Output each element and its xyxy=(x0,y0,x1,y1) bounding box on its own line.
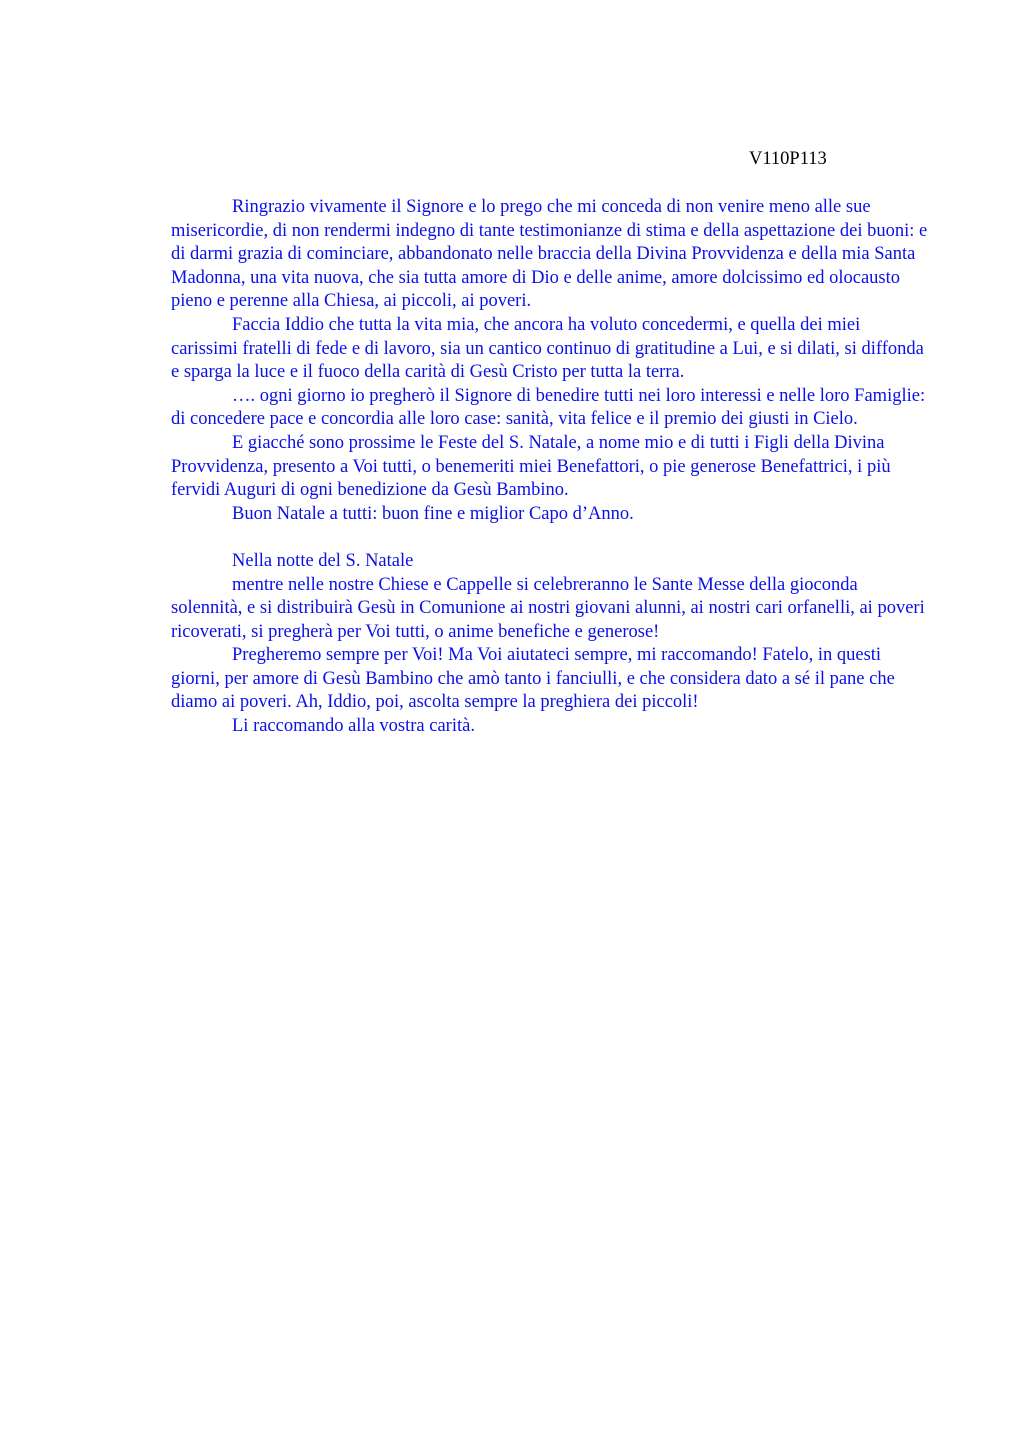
paragraph: Buon Natale a tutti: buon fine e miglior Capo d’Anno. xyxy=(232,503,634,524)
paragraph: Pregheremo sempre per Voi! Ma Voi aiutateci sempre, mi raccomando! Fatelo, in questi giorni, per amore di Gesù Bambino che amò tanto i fanciulli, e che considera dato a sé il pane che diamo ai poveri. Ah, Iddio, poi, ascolta sempre la preghiera dei piccoli! xyxy=(171,645,895,713)
document-body xyxy=(171,196,931,739)
paragraph: …. ogni giorno io pregherò il Signore di benedire tutti nei loro interessi e nelle loro Famiglie: di concedere pace e concordia alle loro case: sanità, vita felice e il premio dei giusti in Cielo. xyxy=(171,385,926,430)
paragraph: Ringrazio vivamente il Signore e lo prego che mi conceda di non venire meno alle sue misericordie, di non rendermi indegno di tante testimonianze di stima e della aspettazione dei buoni: e di darmi grazia di cominciare, abbandonato nelle braccia della Divina Provvidenza e della mia Santa Madonna, una vita nuova, che sia tutta amore di Dio e delle anime, amore dolcissimo ed olocausto pieno e perenne alla Chiesa, ai piccoli, ai poveri. xyxy=(171,197,928,312)
paragraph: Li raccomando alla vostra carità. xyxy=(232,716,475,737)
paragraph: mentre nelle nostre Chiese e Cappelle si celebreranno le Sante Messe della gioconda solennità, e si distribuirà Gesù in Comunione ai nostri giovani alunni, ai nostri cari orfanelli, ai poveri ricoverati, si pregherà per Voi tutti, o anime benefiche e generose! xyxy=(171,574,925,642)
paragraph: E giacché sono prossime le Feste del S. Natale, a nome mio e di tutti i Figli della Divina Provvidenza, presento a Voi tutti, o benemeriti miei Benefattori, o pie generose Benefattrici, i più fervidi Auguri di ogni benedizione da Gesù Bambino. xyxy=(171,432,891,501)
paragraph-spacer xyxy=(171,526,931,550)
document-code: V110P113 xyxy=(749,149,827,169)
paragraph: Faccia Iddio che tutta la vita mia, che ancora ha voluto concedermi, e quella dei miei carissimi fratelli di fede e di lavoro, sia un cantico continuo di gratitudine a Lui, e si dilati, si diffonda e sparga la luce e il fuoco della carità di Gesù Cristo per tutta la terra. xyxy=(171,314,924,383)
section-heading: Nella notte del S. Natale xyxy=(232,550,414,571)
